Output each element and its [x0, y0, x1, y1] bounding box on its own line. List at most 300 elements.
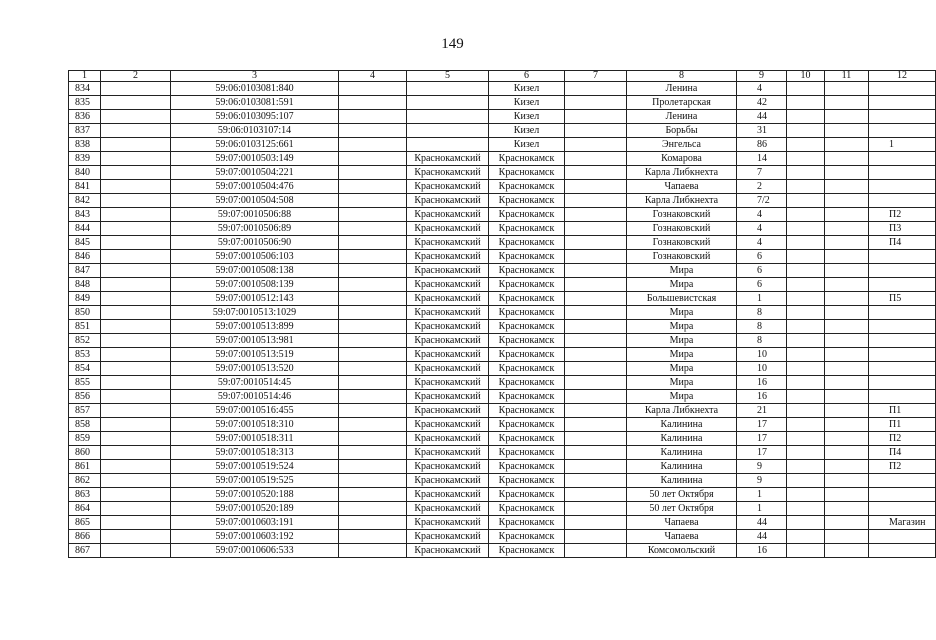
table-cell: 59:07:0010506:89: [171, 222, 339, 236]
table-cell: [825, 334, 869, 348]
table-cell: Краснокамск: [489, 376, 565, 390]
table-cell: [565, 278, 627, 292]
table-cell: [339, 110, 407, 124]
table-row: [69, 236, 936, 250]
table-cell: 863: [69, 488, 101, 502]
table-cell: [787, 222, 825, 236]
table-cell: [101, 446, 171, 460]
table-cell: [339, 488, 407, 502]
table-cell: [825, 306, 869, 320]
table-cell: 843: [69, 208, 101, 222]
table-cell: 59:07:0010508:138: [171, 264, 339, 278]
table-cell: Краснокамск: [489, 236, 565, 250]
table-cell: [787, 460, 825, 474]
table-cell: [869, 390, 936, 404]
table-cell: Краснокамск: [489, 292, 565, 306]
table-row: [69, 530, 936, 544]
table-cell: [825, 348, 869, 362]
table-cell: [869, 166, 936, 180]
table-cell: 44: [737, 110, 787, 124]
table-cell: [565, 474, 627, 488]
table-cell: П2: [869, 460, 936, 474]
table-cell: 16: [737, 390, 787, 404]
table-cell: 1: [737, 502, 787, 516]
table-cell: 59:07:0010506:88: [171, 208, 339, 222]
table-cell: [825, 278, 869, 292]
table-row: [69, 180, 936, 194]
table-cell: [101, 530, 171, 544]
table-cell: Краснокамский: [407, 180, 489, 194]
table-cell: [787, 334, 825, 348]
table-cell: [869, 544, 936, 558]
table-cell: [825, 194, 869, 208]
table-cell: [339, 278, 407, 292]
column-header: 5: [407, 71, 489, 82]
table-cell: Краснокамский: [407, 334, 489, 348]
table-cell: [101, 390, 171, 404]
table-cell: П3: [869, 222, 936, 236]
table-cell: [565, 152, 627, 166]
table-cell: [825, 236, 869, 250]
table-cell: 59:07:0010513:520: [171, 362, 339, 376]
table-cell: [339, 82, 407, 96]
table-cell: [787, 320, 825, 334]
table-cell: Краснокамский: [407, 236, 489, 250]
table-cell: 849: [69, 292, 101, 306]
table-cell: [787, 110, 825, 124]
table-cell: [101, 250, 171, 264]
table-cell: Краснокамский: [407, 292, 489, 306]
table-cell: 860: [69, 446, 101, 460]
table-row: [69, 306, 936, 320]
table-cell: [825, 404, 869, 418]
table-cell: [339, 418, 407, 432]
table-cell: 59:06:0103081:591: [171, 96, 339, 110]
table-cell: П4: [869, 446, 936, 460]
table-row: [69, 250, 936, 264]
table-row: [69, 348, 936, 362]
column-header: 12: [869, 71, 936, 82]
table-cell: 9: [737, 460, 787, 474]
table-cell: Краснокамск: [489, 208, 565, 222]
table-cell: [787, 376, 825, 390]
table-cell: [339, 222, 407, 236]
table-row: [69, 418, 936, 432]
table-cell: [787, 236, 825, 250]
table-cell: 59:06:0103081:840: [171, 82, 339, 96]
table-cell: [101, 544, 171, 558]
table-cell: [869, 250, 936, 264]
table-cell: Краснокамск: [489, 488, 565, 502]
table-cell: П1: [869, 418, 936, 432]
table-cell: [339, 208, 407, 222]
table-cell: Краснокамск: [489, 194, 565, 208]
table-cell: Краснокамск: [489, 334, 565, 348]
table-cell: Краснокамский: [407, 152, 489, 166]
table-cell: [101, 278, 171, 292]
table-cell: 844: [69, 222, 101, 236]
table-cell: 6: [737, 278, 787, 292]
table-cell: П5: [869, 292, 936, 306]
table-cell: Краснокамский: [407, 208, 489, 222]
table-cell: [565, 306, 627, 320]
table-cell: [101, 110, 171, 124]
table-cell: Краснокамский: [407, 166, 489, 180]
table-cell: 4: [737, 208, 787, 222]
table-row: [69, 334, 936, 348]
table-cell: Краснокамский: [407, 432, 489, 446]
table-cell: [565, 166, 627, 180]
column-header: 9: [737, 71, 787, 82]
table-cell: 17: [737, 418, 787, 432]
table-cell: 50 лет Октября: [627, 488, 737, 502]
table-row: [69, 152, 936, 166]
table-cell: [101, 264, 171, 278]
table-cell: [339, 194, 407, 208]
table-cell: Гознаковский: [627, 236, 737, 250]
table-cell: [869, 264, 936, 278]
table-cell: [869, 194, 936, 208]
table-cell: 852: [69, 334, 101, 348]
table-cell: Кизел: [489, 124, 565, 138]
table-cell: [101, 362, 171, 376]
table-cell: Краснокамск: [489, 278, 565, 292]
table-cell: [101, 208, 171, 222]
table-cell: [869, 96, 936, 110]
table-cell: [787, 474, 825, 488]
table-cell: [787, 516, 825, 530]
table-row: [69, 446, 936, 460]
table-cell: П4: [869, 236, 936, 250]
table-cell: 866: [69, 530, 101, 544]
table-cell: [787, 166, 825, 180]
table-cell: [565, 236, 627, 250]
table-cell: Мира: [627, 390, 737, 404]
header-row: [69, 71, 936, 82]
table-cell: [825, 320, 869, 334]
table-cell: Краснокамский: [407, 250, 489, 264]
table-cell: 59:07:0010503:149: [171, 152, 339, 166]
table-cell: [407, 110, 489, 124]
table-cell: Краснокамск: [489, 418, 565, 432]
table-cell: [101, 306, 171, 320]
table-cell: Калинина: [627, 474, 737, 488]
column-header: 8: [627, 71, 737, 82]
table-row: [69, 82, 936, 96]
table-cell: [339, 404, 407, 418]
table-cell: Кизел: [489, 96, 565, 110]
table-cell: [565, 502, 627, 516]
table-cell: 59:06:0103125:661: [171, 138, 339, 152]
table-cell: [787, 96, 825, 110]
table-cell: 59:07:0010606:533: [171, 544, 339, 558]
table-cell: 862: [69, 474, 101, 488]
table-cell: Краснокамск: [489, 460, 565, 474]
table-cell: Мира: [627, 376, 737, 390]
table-row: [69, 96, 936, 110]
table-cell: 7: [737, 166, 787, 180]
table-cell: [565, 432, 627, 446]
table-row: [69, 516, 936, 530]
table-cell: [339, 376, 407, 390]
table-cell: 86: [737, 138, 787, 152]
table-cell: [565, 362, 627, 376]
table-cell: [565, 138, 627, 152]
table-cell: 59:07:0010513:1029: [171, 306, 339, 320]
column-header: 4: [339, 71, 407, 82]
table-cell: 59:07:0010508:139: [171, 278, 339, 292]
table-cell: 42: [737, 96, 787, 110]
table-cell: 839: [69, 152, 101, 166]
table-cell: Энгельса: [627, 138, 737, 152]
table-cell: Краснокамский: [407, 306, 489, 320]
table-cell: Краснокамск: [489, 348, 565, 362]
table-cell: [825, 488, 869, 502]
table-row: [69, 138, 936, 152]
table-cell: [565, 124, 627, 138]
table-cell: Чапаева: [627, 530, 737, 544]
table-cell: [565, 488, 627, 502]
table-cell: [825, 264, 869, 278]
table-row: [69, 208, 936, 222]
table-cell: 842: [69, 194, 101, 208]
table-row: [69, 320, 936, 334]
table-cell: [825, 110, 869, 124]
table-cell: [787, 278, 825, 292]
table-cell: Краснокамский: [407, 474, 489, 488]
table-cell: Краснокамский: [407, 194, 489, 208]
table-cell: [869, 110, 936, 124]
column-header: 1: [69, 71, 101, 82]
table-cell: 59:07:0010513:899: [171, 320, 339, 334]
table-cell: 59:07:0010520:189: [171, 502, 339, 516]
table-cell: Кизел: [489, 110, 565, 124]
table-cell: Краснокамский: [407, 446, 489, 460]
table-cell: 841: [69, 180, 101, 194]
table-cell: [565, 194, 627, 208]
table-cell: [787, 264, 825, 278]
table-cell: Мира: [627, 306, 737, 320]
table-cell: 846: [69, 250, 101, 264]
table-cell: 59:07:0010504:476: [171, 180, 339, 194]
table-cell: [787, 502, 825, 516]
table-cell: [565, 446, 627, 460]
table-cell: Калинина: [627, 460, 737, 474]
table-cell: [339, 152, 407, 166]
table-cell: 840: [69, 166, 101, 180]
table-cell: 59:07:0010512:143: [171, 292, 339, 306]
table-cell: [825, 166, 869, 180]
table-cell: Краснокамск: [489, 180, 565, 194]
table-cell: 31: [737, 124, 787, 138]
table-cell: [101, 166, 171, 180]
table-cell: 59:07:0010504:221: [171, 166, 339, 180]
table-cell: [869, 334, 936, 348]
table-cell: [101, 194, 171, 208]
table-cell: [101, 516, 171, 530]
column-header: 3: [171, 71, 339, 82]
table-cell: 21: [737, 404, 787, 418]
table-cell: [339, 250, 407, 264]
table-cell: [339, 320, 407, 334]
table-cell: 8: [737, 320, 787, 334]
table-cell: 848: [69, 278, 101, 292]
table-cell: Краснокамский: [407, 320, 489, 334]
table-cell: [869, 502, 936, 516]
table-cell: [339, 432, 407, 446]
table-cell: [101, 404, 171, 418]
table-cell: Гознаковский: [627, 222, 737, 236]
table-cell: 867: [69, 544, 101, 558]
table-cell: 836: [69, 110, 101, 124]
table-cell: 59:07:0010603:191: [171, 516, 339, 530]
table-cell: [565, 82, 627, 96]
table-cell: [869, 306, 936, 320]
table-cell: Карла Либкнехта: [627, 166, 737, 180]
table-cell: 845: [69, 236, 101, 250]
table-cell: [787, 390, 825, 404]
table-cell: Краснокамский: [407, 404, 489, 418]
table-cell: [339, 180, 407, 194]
table-cell: [787, 530, 825, 544]
table-cell: [825, 446, 869, 460]
table-cell: 847: [69, 264, 101, 278]
table-cell: [101, 334, 171, 348]
table-cell: 17: [737, 446, 787, 460]
table-cell: 4: [737, 222, 787, 236]
table-cell: 6: [737, 250, 787, 264]
table-cell: 856: [69, 390, 101, 404]
table-cell: [565, 390, 627, 404]
table-cell: 59:07:0010514:46: [171, 390, 339, 404]
table-row: [69, 404, 936, 418]
table-cell: [787, 138, 825, 152]
table-cell: 59:07:0010504:508: [171, 194, 339, 208]
table-cell: 50 лет Октября: [627, 502, 737, 516]
table-cell: Карла Либкнехта: [627, 404, 737, 418]
table-cell: [339, 292, 407, 306]
column-header: 6: [489, 71, 565, 82]
table-cell: 861: [69, 460, 101, 474]
table-cell: [869, 152, 936, 166]
table-cell: 59:07:0010506:90: [171, 236, 339, 250]
table-cell: Краснокамский: [407, 516, 489, 530]
table-cell: [101, 376, 171, 390]
table-cell: [339, 544, 407, 558]
table-row: [69, 474, 936, 488]
table-cell: [407, 96, 489, 110]
table-cell: [565, 110, 627, 124]
table-cell: [101, 418, 171, 432]
table-cell: 8: [737, 306, 787, 320]
table-cell: [565, 250, 627, 264]
table-cell: 17: [737, 432, 787, 446]
table-cell: [825, 376, 869, 390]
table-cell: 9: [737, 474, 787, 488]
table-cell: Чапаева: [627, 516, 737, 530]
table-cell: 59:06:0103107:14: [171, 124, 339, 138]
table-cell: [565, 320, 627, 334]
table-cell: Краснокамский: [407, 348, 489, 362]
table-cell: [825, 390, 869, 404]
table-cell: Чапаева: [627, 180, 737, 194]
table-cell: [565, 264, 627, 278]
table-cell: [565, 544, 627, 558]
table-cell: [825, 292, 869, 306]
table-cell: Краснокамский: [407, 278, 489, 292]
table-cell: Краснокамский: [407, 502, 489, 516]
table-cell: Краснокамский: [407, 222, 489, 236]
table-cell: Магазин: [869, 516, 936, 530]
table-cell: [787, 362, 825, 376]
table-cell: [339, 348, 407, 362]
table-cell: Краснокамск: [489, 250, 565, 264]
table-cell: Мира: [627, 348, 737, 362]
table-cell: [565, 460, 627, 474]
table-cell: [787, 446, 825, 460]
table-cell: [101, 138, 171, 152]
table-cell: 851: [69, 320, 101, 334]
table-cell: [339, 530, 407, 544]
table-cell: [407, 82, 489, 96]
table-cell: 1: [869, 138, 936, 152]
table-cell: [339, 502, 407, 516]
table-cell: 59:07:0010516:455: [171, 404, 339, 418]
table-cell: Краснокамский: [407, 544, 489, 558]
table-cell: П2: [869, 432, 936, 446]
table-cell: 1: [737, 488, 787, 502]
table-cell: [339, 124, 407, 138]
table-cell: Краснокамск: [489, 390, 565, 404]
table-row: [69, 362, 936, 376]
table-cell: 853: [69, 348, 101, 362]
table-cell: Краснокамск: [489, 432, 565, 446]
column-header: 7: [565, 71, 627, 82]
table-cell: [825, 222, 869, 236]
table-row: [69, 390, 936, 404]
table-cell: [825, 152, 869, 166]
table-cell: [825, 474, 869, 488]
table-cell: [101, 124, 171, 138]
table-cell: [101, 432, 171, 446]
table-cell: Краснокамск: [489, 516, 565, 530]
table-cell: [339, 516, 407, 530]
column-header: 10: [787, 71, 825, 82]
table-cell: 4: [737, 236, 787, 250]
table-cell: [825, 208, 869, 222]
table-cell: [565, 96, 627, 110]
table-cell: [825, 516, 869, 530]
table-cell: Краснокамский: [407, 390, 489, 404]
table-cell: [787, 348, 825, 362]
table-cell: [339, 306, 407, 320]
table-cell: [787, 152, 825, 166]
table-cell: Борьбы: [627, 124, 737, 138]
table-cell: Краснокамск: [489, 530, 565, 544]
table-cell: 834: [69, 82, 101, 96]
table-cell: 59:07:0010603:192: [171, 530, 339, 544]
table-cell: [565, 418, 627, 432]
table-cell: [869, 348, 936, 362]
table-cell: [825, 82, 869, 96]
table-cell: 857: [69, 404, 101, 418]
table-cell: П1: [869, 404, 936, 418]
table-cell: [869, 320, 936, 334]
table-cell: Краснокамск: [489, 362, 565, 376]
table-cell: [787, 82, 825, 96]
table-cell: Краснокамск: [489, 166, 565, 180]
table-cell: Краснокамск: [489, 502, 565, 516]
